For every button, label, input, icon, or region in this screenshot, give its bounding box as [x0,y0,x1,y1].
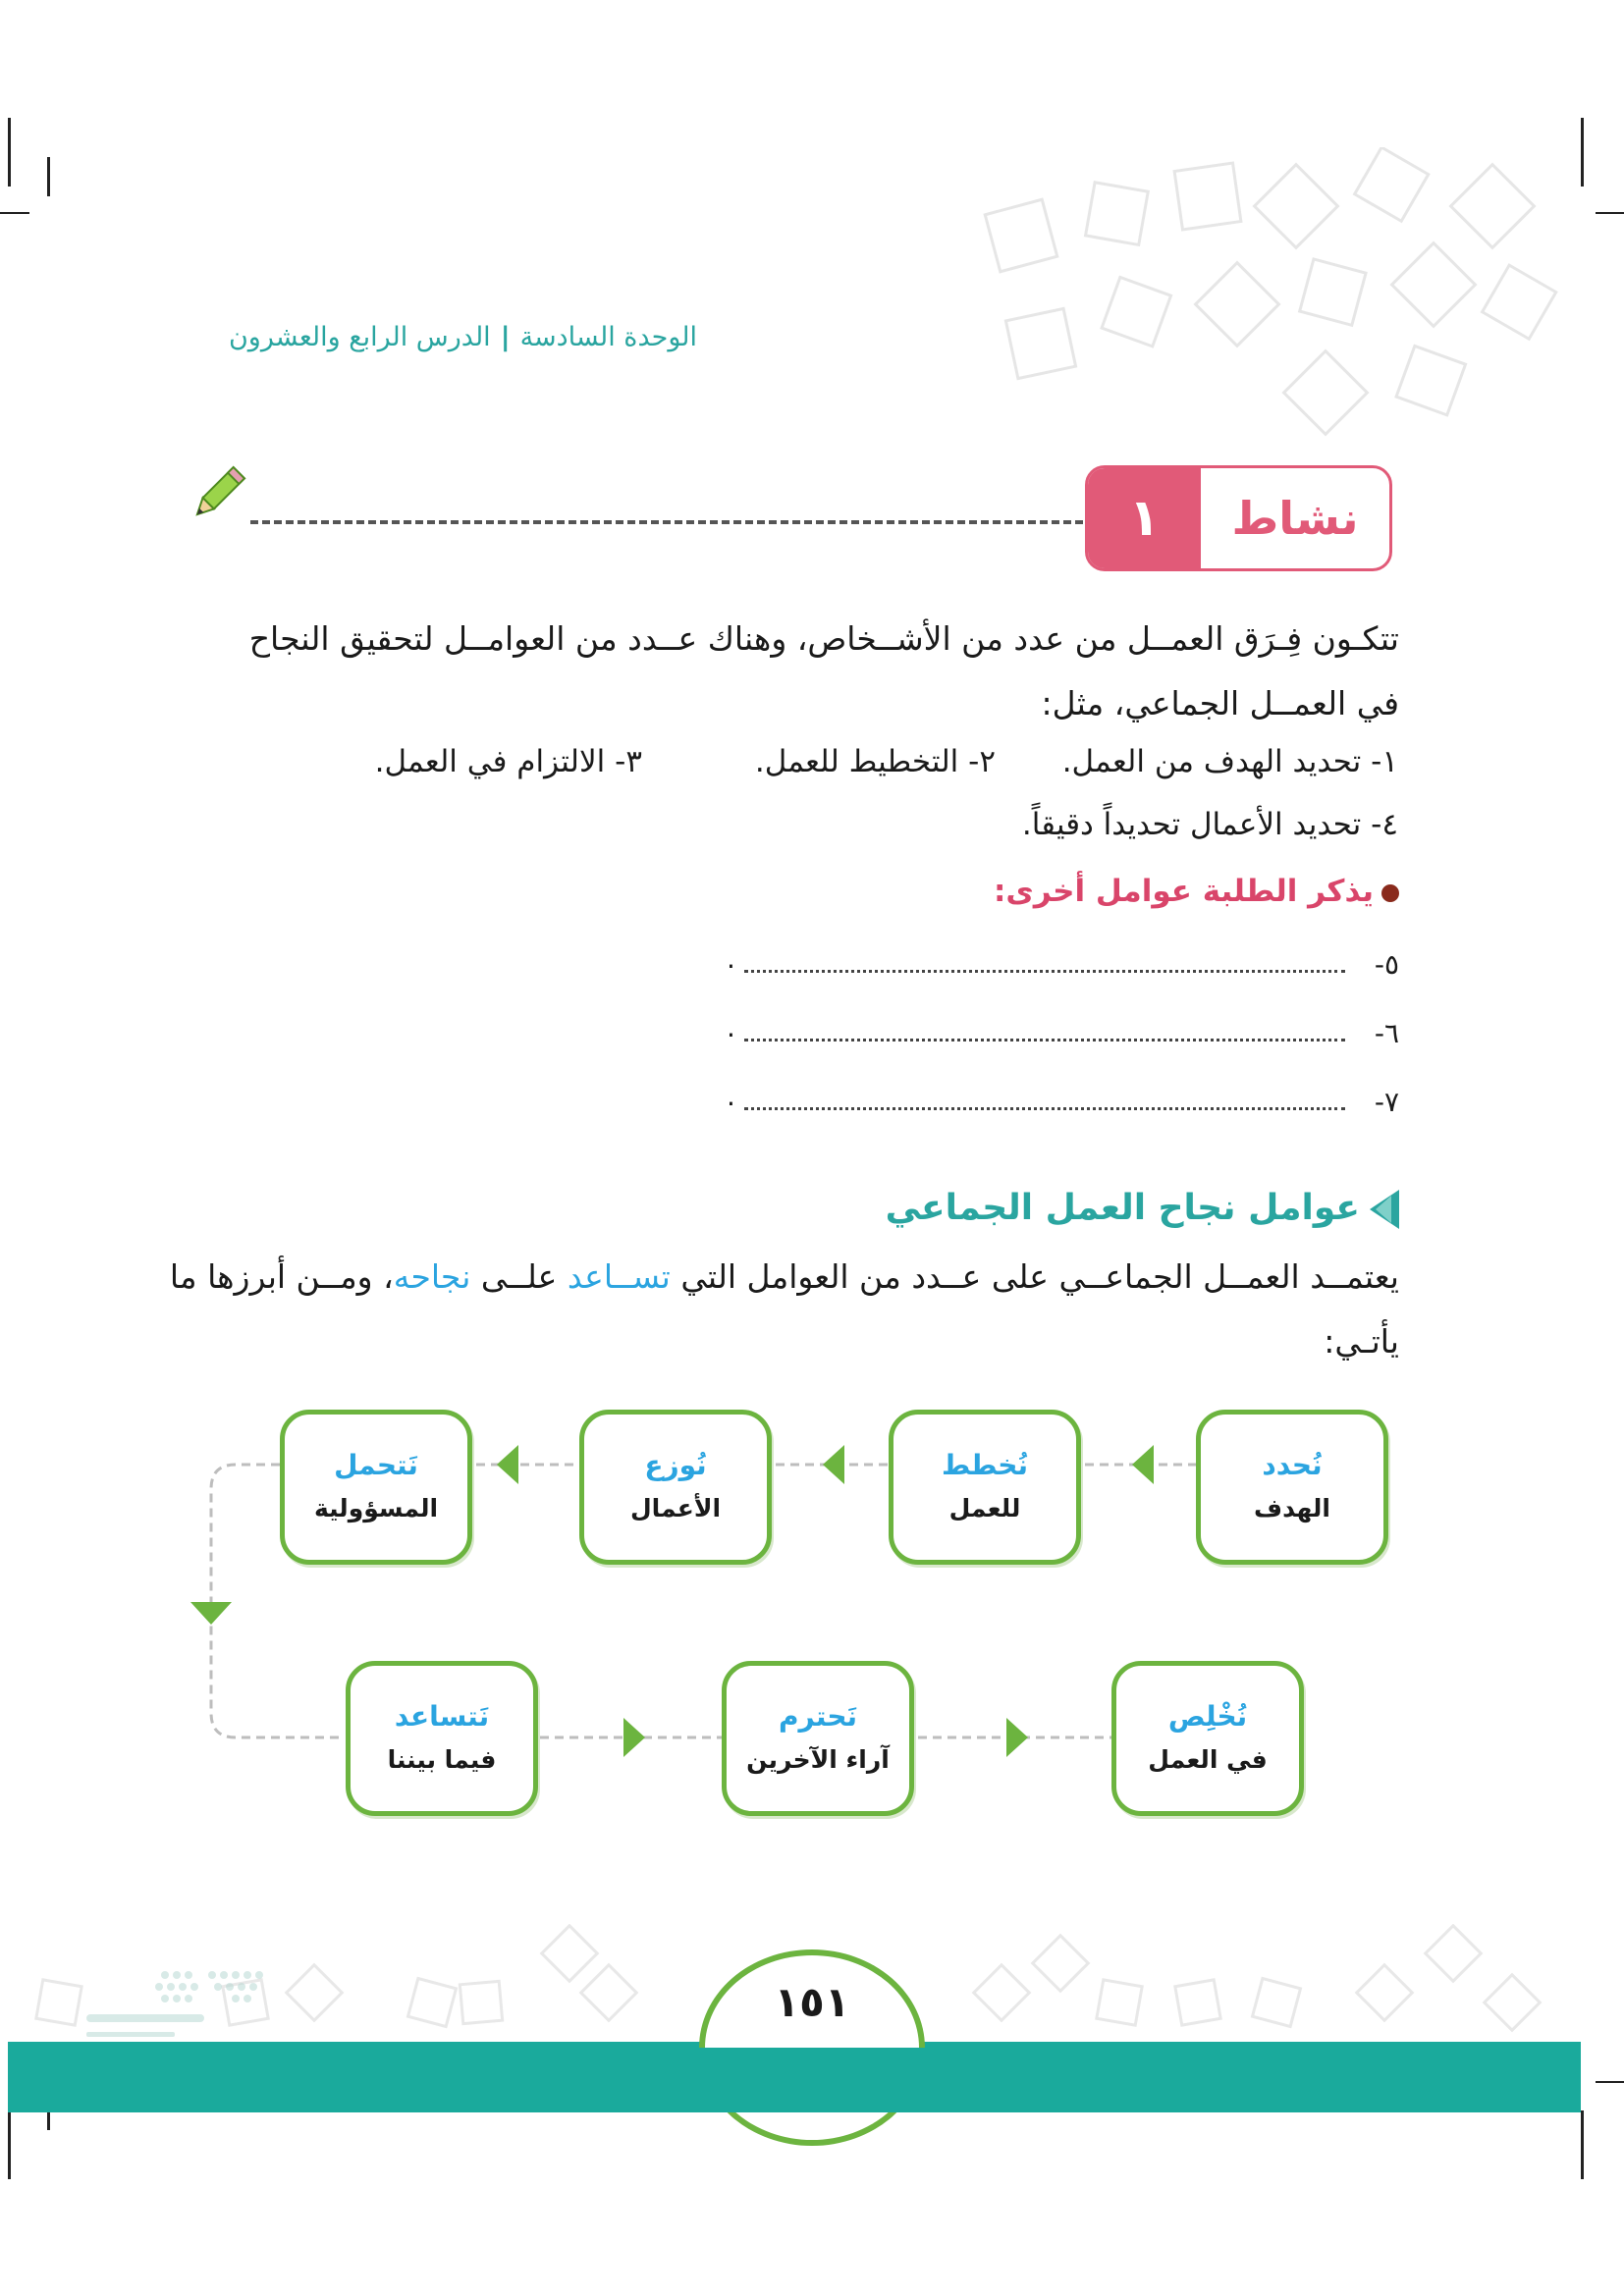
flow-verb: نُخْلِص [1167,1700,1248,1733]
flow-verb: نَحترم [778,1700,858,1733]
intro-line-2: في العمــل الجماعي، مثل: [1041,684,1399,722]
prompt-text: يذكر الطلبة عوامل أخرى: [994,874,1374,909]
flow-object: الأعمال [629,1494,722,1522]
section-text-a: يعتمــد العمــل الجماعــي على عــدد من العوامل التي [670,1257,1399,1296]
flow-arrow [1132,1445,1154,1484]
highlight-success: نجاحه [393,1257,471,1296]
blank-number: ٦- [1374,1017,1399,1049]
flow-object: فيما بيننا [387,1745,497,1774]
flow-arrow [823,1445,844,1484]
flow-arrow [190,1602,232,1625]
flow-arrow [1006,1718,1028,1757]
flow-box-set-goal [1196,1410,1388,1565]
flow-box-respect-others [722,1661,914,1816]
flow-box-distribute-tasks [579,1410,772,1565]
footer-band-overlay [8,2048,1581,2112]
flow-arrow [497,1445,518,1484]
header-separator: | [500,322,511,352]
intro-line-1: تتكـون فِـرَق العمــل من عدد من الأشــخاص، وهناك عــدد من العوامــل لتحقيق النجاح [248,619,1399,658]
section-line-2: يأتـي: [1324,1322,1399,1361]
flow-verb: نَتساعد [394,1700,490,1733]
blank-period: . [727,1080,735,1112]
blank-number: ٧- [1374,1086,1399,1118]
flow-object: في العمل [1148,1745,1268,1774]
flow-box-help-each-other [346,1661,538,1816]
section-title-text: عوامل نجاح العمل الجماعي [885,1188,1360,1228]
flow-box-take-responsibility [280,1410,472,1565]
activity-number: ١ [1088,468,1201,568]
factor-4: ٤- تحديد الأعمال تحديداً دقيقاً. [1021,807,1398,842]
flow-object: آراء الآخرين [746,1745,890,1774]
blank-period: . [727,942,735,975]
blank-number: ٥- [1374,948,1399,981]
flow-object: الهدف [1254,1494,1330,1522]
flow-box-be-sincere [1111,1661,1304,1816]
activity-label: نشاط [1231,492,1359,545]
flow-verb: نَتحمل [334,1449,418,1481]
flow-verb: نُوزع [644,1449,707,1481]
page-number: ١٥١ [774,1978,850,2026]
blank-period: . [727,1011,735,1043]
section-text-b: علــى [470,1257,568,1296]
section-text-c: ، ومــن أبرزها ما [169,1257,394,1296]
factor-3: ٣- الالتزام في العمل. [374,744,642,779]
flow-arrow [623,1718,645,1757]
flow-box-plan-work [889,1410,1081,1565]
highlight-help: تســاعد [567,1257,671,1296]
flow-object: المسؤولية [313,1494,439,1522]
factor-2: ٢- التخطيط للعمل. [754,744,996,779]
unit-label: الوحدة السادسة [519,322,697,352]
factor-1: ١- تحديد الهدف من العمل. [1061,744,1398,779]
flow-verb: نُخطط [942,1449,1028,1481]
flow-object: للعمل [948,1494,1021,1522]
lesson-label: الدرس الرابع والعشرون [228,322,491,352]
flow-verb: نُحدد [1262,1449,1323,1481]
